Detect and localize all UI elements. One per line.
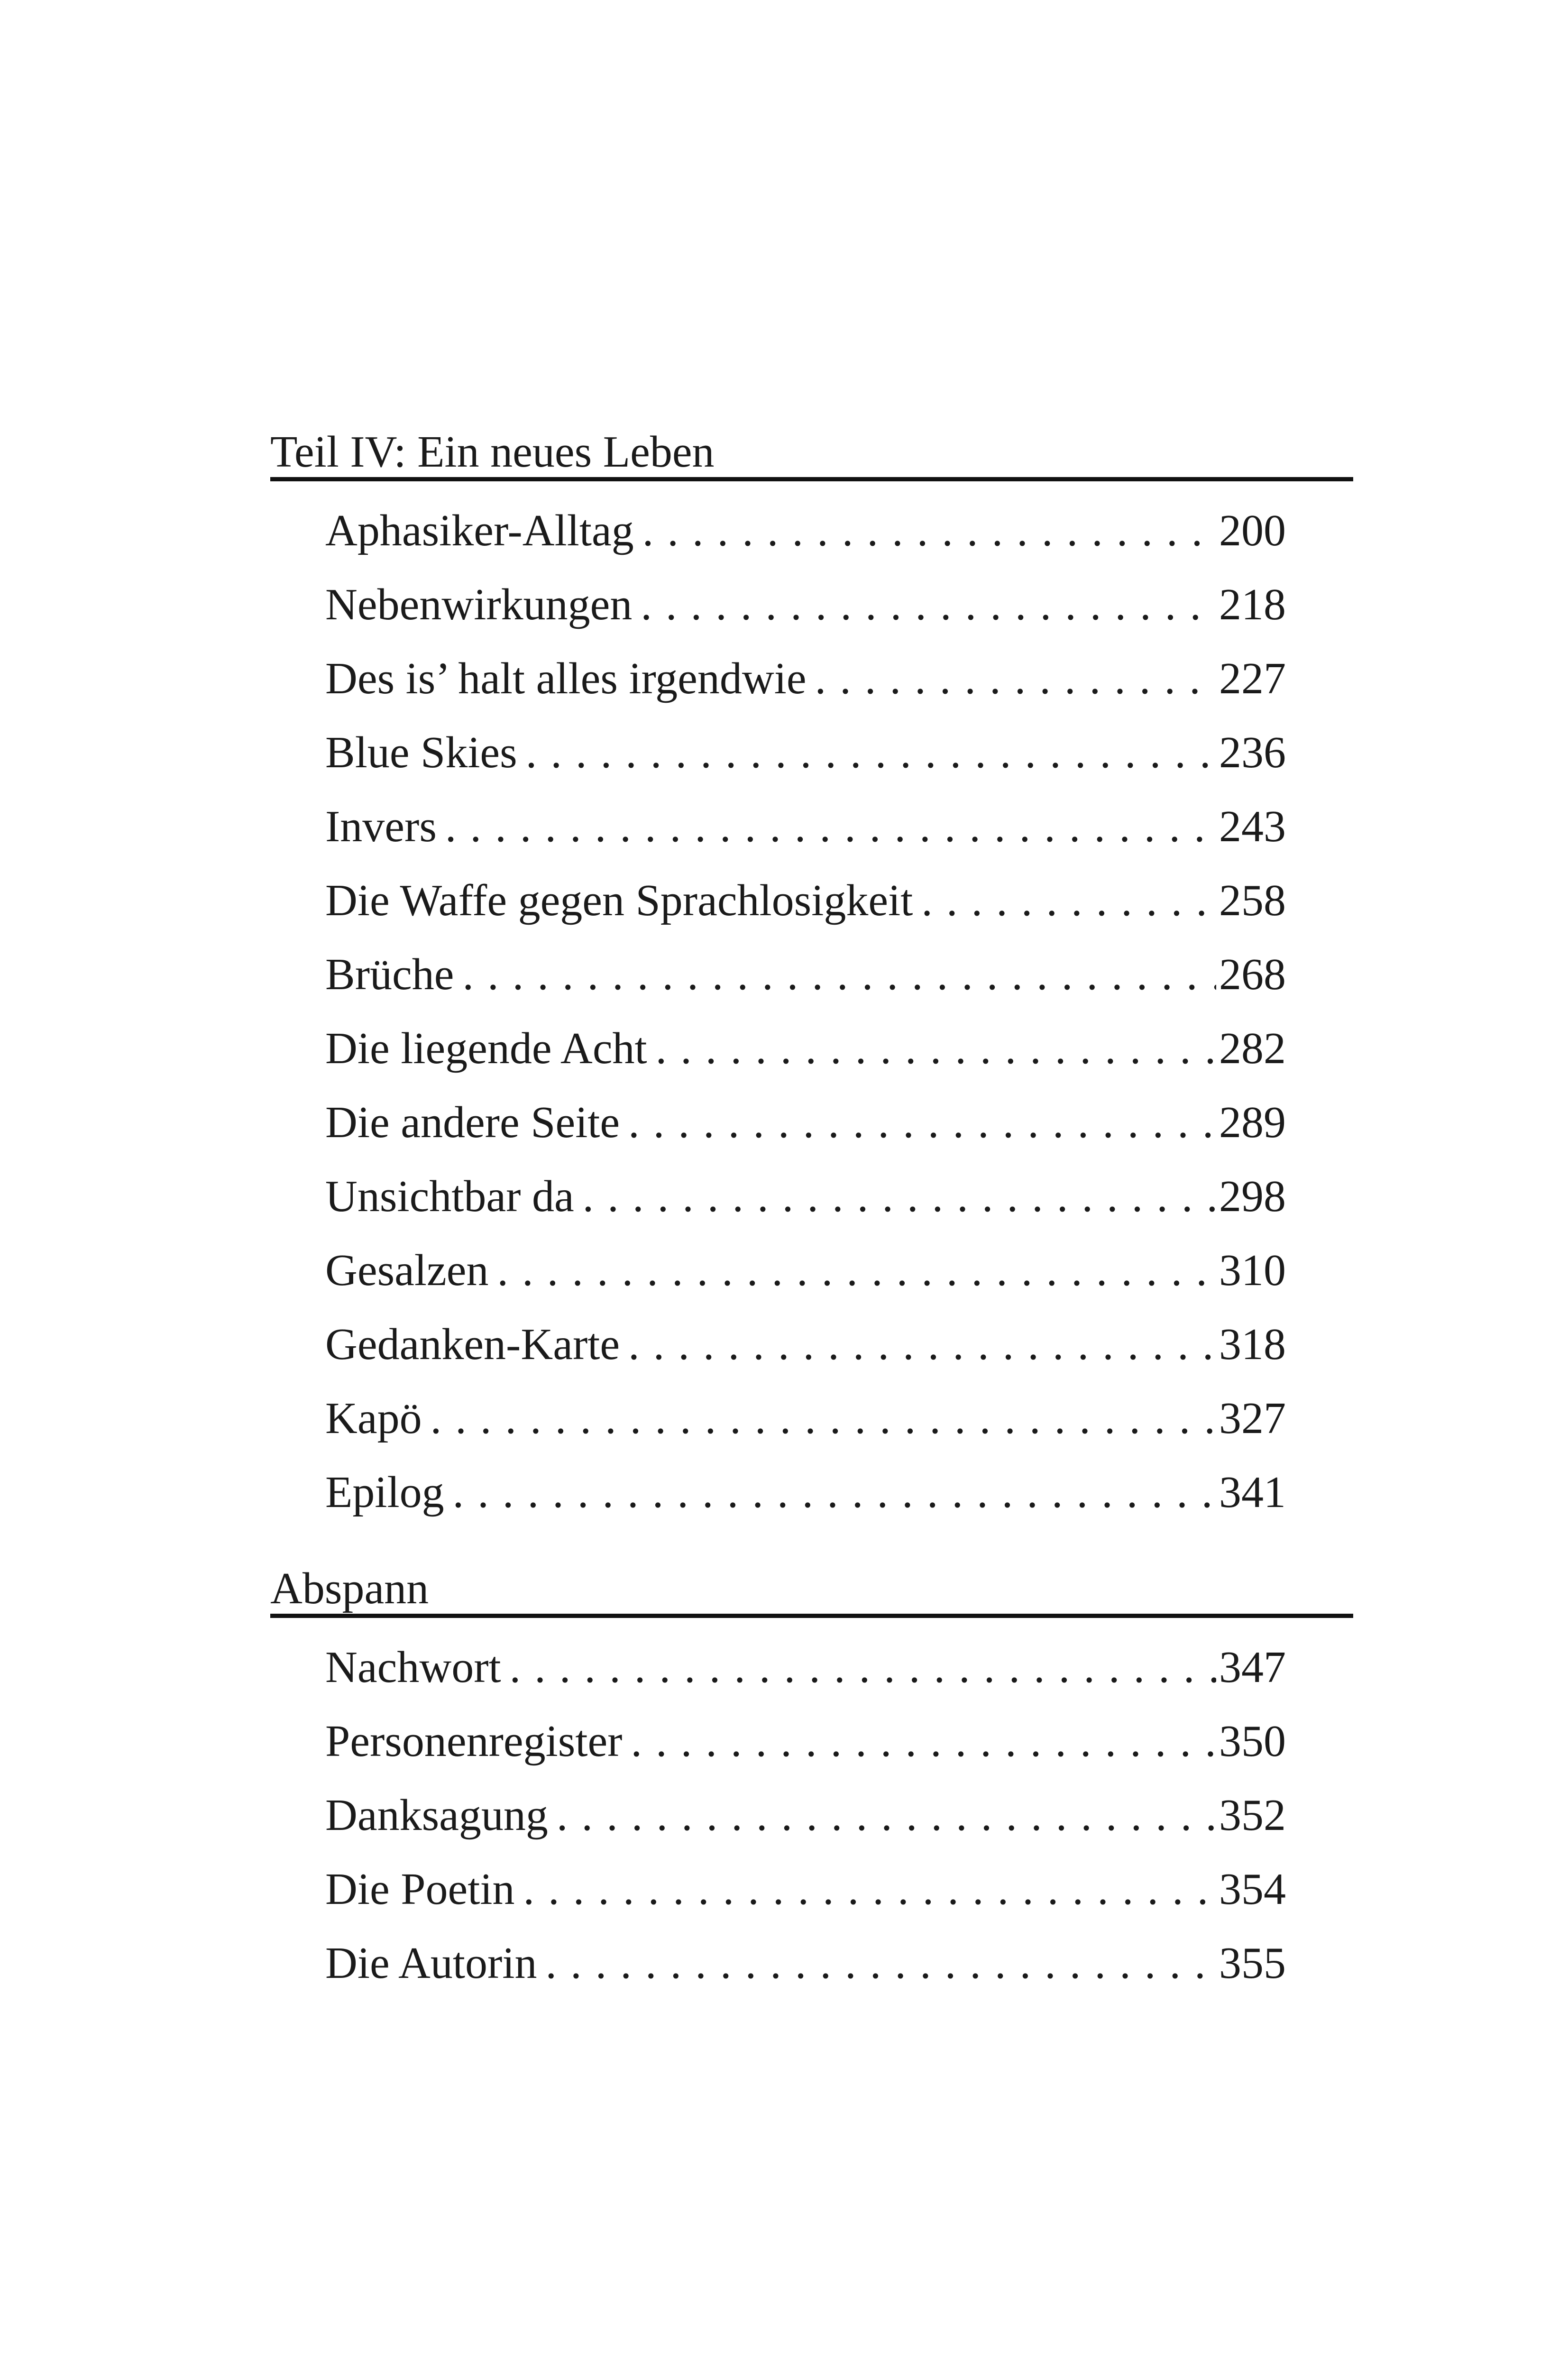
toc-entry[interactable] xyxy=(270,864,1353,937)
dot-leader xyxy=(445,804,1216,849)
dot-leader xyxy=(545,1941,1216,1985)
toc-entry-page: 200 xyxy=(1219,506,1286,555)
toc-entry-title: Danksagung xyxy=(325,1791,548,1840)
toc-entry[interactable] xyxy=(270,1630,1353,1704)
toc-entry-title: Gedanken-Karte xyxy=(325,1320,620,1369)
toc-entry-title: Epilog xyxy=(325,1468,444,1517)
toc-entry-page: 298 xyxy=(1219,1172,1286,1221)
dot-leader xyxy=(583,1174,1216,1219)
toc-entry-title: Personenregister xyxy=(325,1717,623,1766)
toc-entry[interactable] xyxy=(270,1926,1353,2000)
toc-entry[interactable] xyxy=(270,1011,1353,1085)
toc-entry-title: Die Waffe gegen Sprachlosigkeit xyxy=(325,876,913,925)
toc-entry-page: 243 xyxy=(1219,802,1286,851)
dot-leader xyxy=(510,1645,1216,1690)
dot-leader xyxy=(453,1470,1216,1515)
toc-entry[interactable] xyxy=(270,716,1353,790)
toc-entry-page: 258 xyxy=(1219,876,1286,925)
toc-entry-title: Unsichtbar da xyxy=(325,1172,574,1221)
toc-section-abspann xyxy=(270,1563,1353,2000)
dot-leader xyxy=(497,1248,1216,1293)
toc-entry-page: 354 xyxy=(1219,1865,1286,1914)
toc-entry-title: Die Poetin xyxy=(325,1865,515,1914)
toc-entry[interactable] xyxy=(270,1085,1353,1159)
toc-entry[interactable] xyxy=(270,1307,1353,1381)
toc-entry[interactable] xyxy=(270,642,1353,716)
toc-entry-title: Nachwort xyxy=(325,1643,501,1692)
toc-entry-title: Blue Skies xyxy=(325,728,517,777)
toc-entry[interactable] xyxy=(270,1704,1353,1778)
toc-entry[interactable] xyxy=(270,1233,1353,1307)
dot-leader xyxy=(631,1719,1216,1764)
toc-entry[interactable] xyxy=(270,568,1353,642)
dot-leader xyxy=(628,1322,1216,1367)
toc-entry-page: 218 xyxy=(1219,580,1286,629)
toc-entry-page: 227 xyxy=(1219,654,1286,703)
toc-entry-page: 289 xyxy=(1219,1098,1286,1147)
toc-entry-page: 318 xyxy=(1219,1320,1286,1369)
toc-entry-title: Invers xyxy=(325,802,437,851)
toc-entry[interactable] xyxy=(270,1381,1353,1455)
dot-leader xyxy=(642,508,1216,553)
toc-entry-page: 355 xyxy=(1219,1939,1286,1988)
toc-entry-page: 268 xyxy=(1219,950,1286,999)
toc-entry-page: 327 xyxy=(1219,1394,1286,1443)
section-heading: Abspann xyxy=(270,1563,1353,1618)
dot-leader xyxy=(628,1100,1216,1145)
toc-entry-page: 350 xyxy=(1219,1717,1286,1766)
toc-entry[interactable] xyxy=(270,1159,1353,1233)
toc-entry[interactable] xyxy=(270,1852,1353,1926)
toc-entry-title: Die Autorin xyxy=(325,1939,537,1988)
toc-entry[interactable] xyxy=(270,790,1353,864)
toc-entry-list xyxy=(270,494,1353,1529)
toc-entry-title: Die liegende Acht xyxy=(325,1024,647,1073)
dot-leader xyxy=(526,730,1216,775)
toc-entry-list xyxy=(270,1630,1353,2000)
dot-leader xyxy=(523,1867,1216,1912)
toc-entry-title: Aphasiker-Alltag xyxy=(325,506,634,555)
toc-entry-title: Die andere Seite xyxy=(325,1098,620,1147)
toc-entry-page: 341 xyxy=(1219,1468,1286,1517)
dot-leader xyxy=(431,1396,1216,1441)
toc-entry-title: Nebenwirkungen xyxy=(325,580,633,629)
dot-leader xyxy=(462,952,1216,997)
toc-entry-title: Gesalzen xyxy=(325,1246,489,1295)
toc-entry-title: Kapö xyxy=(325,1394,422,1443)
dot-leader xyxy=(815,656,1216,701)
toc-entry-page: 352 xyxy=(1219,1791,1286,1840)
section-heading: Teil IV: Ein neues Leben xyxy=(270,427,1353,481)
toc-entry-title: Brüche xyxy=(325,950,454,999)
dot-leader xyxy=(557,1793,1216,1838)
toc-entry[interactable] xyxy=(270,494,1353,568)
toc-entry-page: 310 xyxy=(1219,1246,1286,1295)
dot-leader xyxy=(921,878,1216,923)
toc-entry-page: 236 xyxy=(1219,728,1286,777)
toc-entry-title: Des is’ halt alles irgendwie xyxy=(325,654,807,703)
toc-entry-page: 282 xyxy=(1219,1024,1286,1073)
toc-entry-page: 347 xyxy=(1219,1643,1286,1692)
toc-section-teil-iv xyxy=(270,427,1353,1529)
toc-entry[interactable] xyxy=(270,937,1353,1011)
toc-entry[interactable] xyxy=(270,1455,1353,1529)
dot-leader xyxy=(656,1026,1216,1071)
toc-entry[interactable] xyxy=(270,1778,1353,1852)
dot-leader xyxy=(641,582,1216,627)
